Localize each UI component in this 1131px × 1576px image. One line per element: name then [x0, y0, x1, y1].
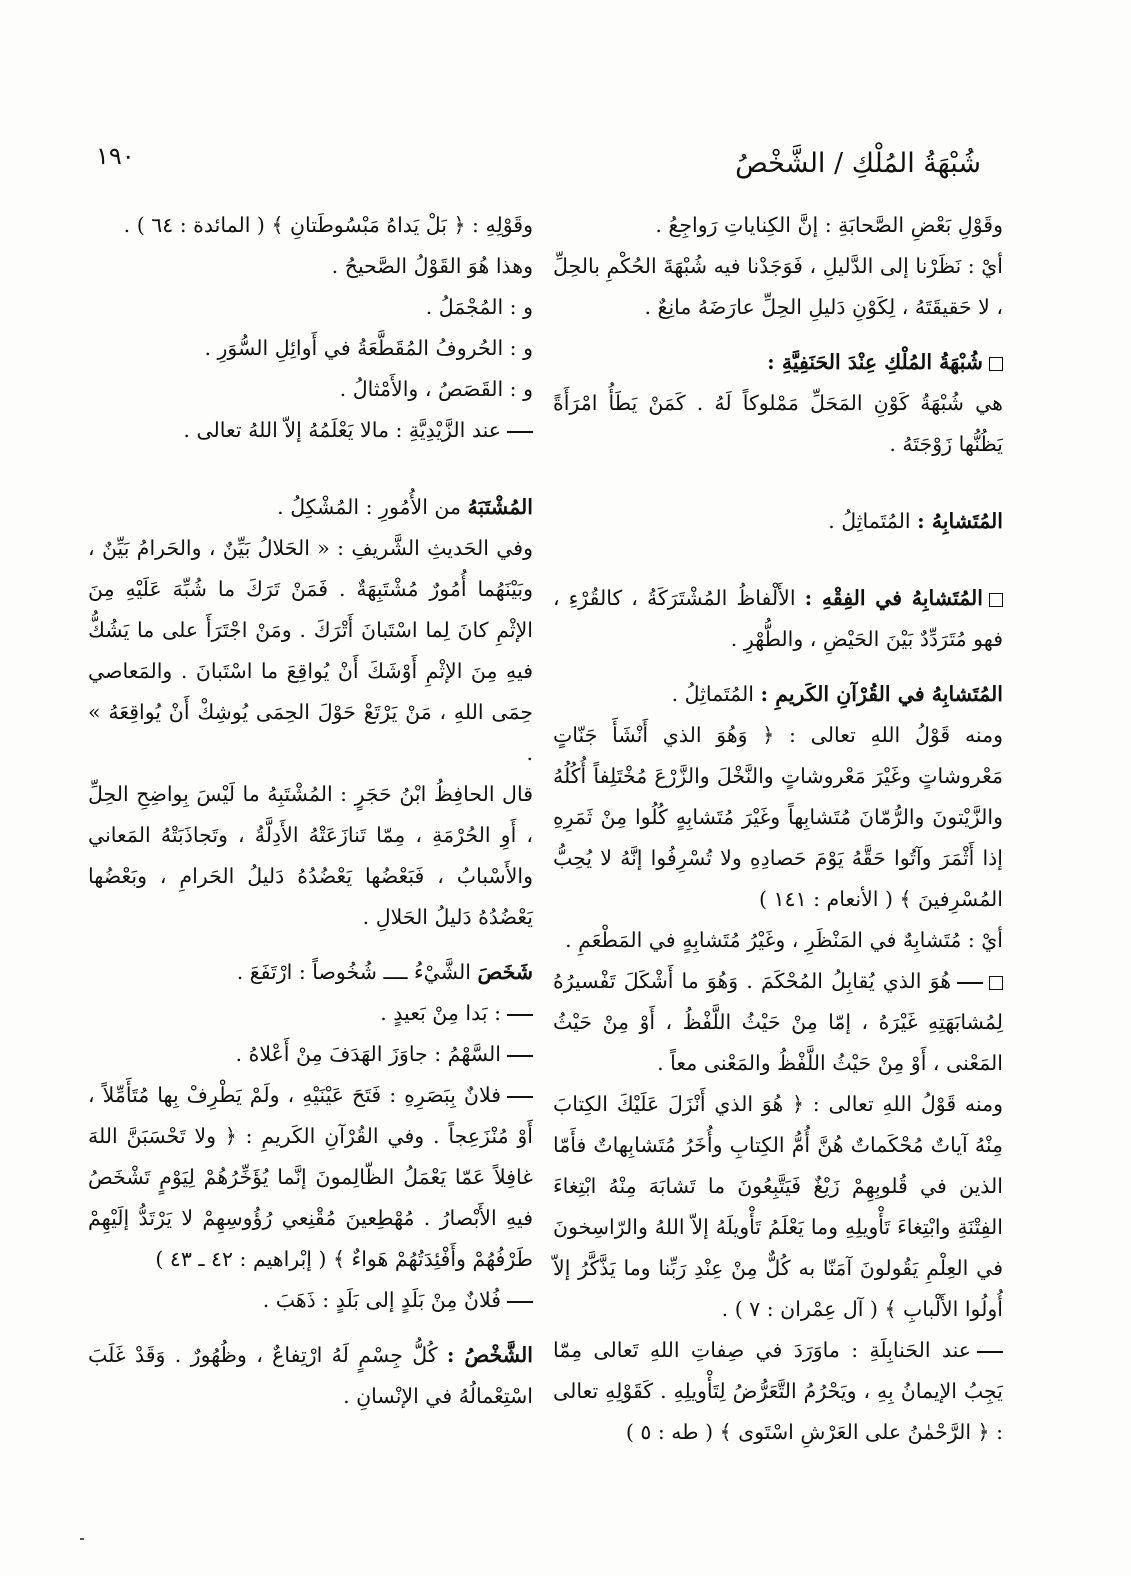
paragraph-text: عند الحَنابِلَةِ : ماوَرَدَ في صِفاتِ اللهِ تَعالى مِمّا يَجِبُ الإيمانُ بِهِ ، ويَحْرُمُ التَّعَرُّضُ لِتَأْويلِهِ . كَقَوْلِهِ تعالى : ﴿ الرَّحْمٰنُ على العَرْشِ اسْتَوى ﴾ ( طه : ٥ ) — [553, 1338, 1003, 1444]
paragraph: وقَوْلِهِ : ﴿ بَلْ يَداهُ مَبْسُوطَتانِ ﴾ ( المائدة : ٦٤ ) . — [123, 213, 533, 237]
paragraph: وقَوْلِ بَعْضِ الصَّحابَةِ : إنَّ الكِناياتِ رَواجِعُ . — [655, 213, 1003, 237]
dash-marker-icon — [507, 431, 533, 433]
entry-text: المُتَماثِلُ . — [671, 682, 754, 706]
entry-text: كُلُّ جِسْمٍ لَهُ ارْتِفاعٌ ، وظُهُورٌ . وَقَدْ غَلَبَ اسْتِعْمالُهُ في الإنْسانِ . — [88, 1343, 533, 1408]
paragraph-text: السَّهْمُ : جاوَزَ الهَدَفَ مِنْ أَعْلاهُ . — [235, 1042, 501, 1066]
box-marker-icon — [989, 357, 1003, 371]
entry — [553, 674, 1003, 715]
entry-text: المُتَماثِلُ . — [828, 509, 911, 533]
paragraph: وفي الحَديثِ الشَّريفِ : « الحَلالُ بَيِّنٌ ، والحَرامُ بَيِّنٌ ، وبَيْنَهُما أُمُورٌ مُشْتَبِهَةٌ . فَمَنْ تَرَكَ ما شُبِّهَ عَلَيْهِ مِنَ الإثْمِ كانَ لِما اسْتَبانَ أَتْرَكَ . ومَنْ اجْتَرَأَ على ما يَشُكُّ فيهِ مِنَ الإثْمِ أَوْشَكَ أَنْ يُواقِعَ ما اسْتَبانَ . والمَعاصي حِمَى اللهِ ، مَنْ يَرْتَعْ حَوْلَ الحِمَى يُوشِكْ أَنْ يُواقِعَهُ » . — [88, 536, 533, 765]
dash-marker-icon — [507, 1014, 533, 1016]
running-header-title: شُبْهَةُ المُلْكِ / الشَّخْصُ — [735, 148, 981, 179]
paragraph: و : الحُروفُ المُقَطَّعَةُ في أَوائِلِ السُّوَرِ . — [204, 336, 533, 360]
entry-text: الأَلْفاظُ المُشْتَرَكَةُ ، كالقُرْءِ ، فهو مُتَرَدِّدٌ بَيْنَ الحَيْضِ ، والطُّهْرِ . — [553, 586, 1003, 651]
paragraph-text: : بَدا مِنْ بَعيدٍ . — [380, 1001, 501, 1025]
paragraph: أيْ : مُتَشابِهٌ في المَنْظَرِ ، وغَيْرُ مُتَشابِهٍ في المَطْعَمِ . — [565, 928, 1003, 952]
paragraph — [553, 961, 1003, 1084]
heading-text: شُبْهَةُ المُلْكِ عِنْدَ الحَنَفِيَّةِ : — [767, 350, 983, 374]
paragraph: ومنه قَوْلُ اللهِ تعالى : ﴿ هُوَ الذي أَنْزَلَ عَلَيْكَ الكِتابَ مِنْهُ آياتٌ مُحْكَماتٌ هُنَّ أُمُّ الكِتابِ وأُخَرُ مُتَشابِهاتٌ فأَمّا الذين في قُلوبِهِمْ زَيْغٌ فَيَتَّبِعُونَ ما تَشابَهَ مِنْهُ ابْتِغاءَ الفِتْنَةِ وابْتِغاءَ تَأْويلِهِ وما يَعْلَمُ تَأْويلَهُ إلاّ اللهُ والرّاسِخونَ في العِلْمِ يَقُولونَ آمَنّا به كُلٌّ مِنْ عِنْدِ رَبِّنا وما يَذَّكَّرُ إلاّ أُولُوا الأَلْبابِ ﴾ ( آل عِمْران : ٧ ) . — [553, 1092, 1003, 1321]
entry-headword: المُتَشابِهُ في الفِقْهِ : — [804, 586, 983, 610]
entry-headword: شَخَصَ — [477, 960, 533, 984]
paragraph-text: فلانٌ بِبَصَرِهِ : فَتَحَ عَيْنَيْهِ ، ولَمْ يَطْرِفْ بِها مُتَأَمِّلاً ، أَوْ مُنْزَعِجاً . وفي القُرْآنِ الكَريمِ : ﴿ ولا تَحْسَبَنَّ اللهَ غافِلاً عَمّا يَعْمَلُ الظّالِمونَ إنَّما يُؤَخِّرُهُمْ لِيَوْمٍ تَشْخَصُ فيهِ الأَبْصارُ . مُهْطِعينَ مُقْنِعي رُؤُوسِهِمْ لا يَرْتَدُّ إلَيْهِمْ طَرْفُهُمْ وأَفْئِدَتُهُمْ هَواءٌ ﴾ ( إبْراهيم : ٤٢ ـ ٤٣ ) — [88, 1083, 533, 1271]
paragraph-text: عند الزَّيْدِيَّةِ : مالا يَعْلَمُهُ إلاّ اللهُ تعالى . — [183, 418, 501, 442]
right-column — [553, 205, 1003, 1453]
left-column — [88, 205, 533, 1417]
paragraph: أيْ : نَظَرْنا إلى الدَّليلِ ، فَوَجَدْنا فيه شُبْهَةَ الحُكْمِ بالحِلِّ ، لا حَقيقَتَهُ ، لِكَوْنِ دَليلِ الحِلِّ عارَضَهُ مانِعٌ . — [553, 254, 1003, 319]
box-marker-icon — [989, 976, 1003, 990]
section-heading — [553, 342, 1003, 383]
entry-headword: الشَّخْصُ : — [446, 1343, 533, 1367]
entry — [88, 1335, 533, 1417]
dash-marker-icon — [507, 1096, 533, 1098]
paragraph — [88, 410, 533, 451]
entry — [553, 501, 1003, 542]
paragraph-text: فُلانٌ مِنْ بَلَدٍ إلى بَلَدٍ : ذَهَبَ . — [262, 1288, 501, 1312]
paragraph: وهذا هُوَ القَوْلُ الصَّحيحُ . — [331, 254, 533, 278]
entry-text: من الأُمُورِ : المُشْكِلُ . — [277, 495, 462, 519]
scan-speck — [80, 1538, 84, 1540]
paragraph: ومنه قَوْلُ اللهِ تعالى : ﴿ وَهُوَ الذي أَنْشَأَ جَنّاتٍ مَعْروشاتٍ وغَيْرَ مَعْروشاتٍ والنَّخْلَ والزَّرْعَ مُخْتَلِفاً أُكُلُهُ والزَّيْتونَ والرُّمّانَ مُتَشابِهاً وغَيْرَ مُتَشابِهٍ كُلُوا مِنْ ثَمَرِهِ إذا أَثْمَرَ وآتُوا حَقَّهُ يَوْمَ حَصادِهِ ولا تُسْرِفُوا إنَّهُ لا يُحِبُّ المُسْرِفينَ ﴾ ( الأنعام : ١٤١ ) — [553, 723, 1003, 911]
box-marker-icon — [989, 593, 1003, 607]
paragraph — [553, 1330, 1003, 1453]
entry-headword: المُتَشابِهُ في القُرْآنِ الكَريمِ : — [760, 682, 1003, 706]
entry-text: الشَّيْءُ ــــ شُخُوصاً : ارْتَفَعَ . — [236, 960, 471, 984]
dash-marker-icon — [957, 982, 983, 984]
paragraph: هي شُبْهَةُ كَوْنِ المَحَلِّ مَمْلوكاً لَهُ . كَمَنْ يَطَأُ امْرَأَةً يَظُنُّها زَوْجَتَهُ . — [553, 391, 1003, 456]
paragraph-text: هُوَ الذي يُقابِلُ المُحْكَمَ . وَهُوَ ما أَشْكَلَ تَفْسيرُهُ لِمُشابَهَتِهِ غَيْرَهُ ، إمّا مِنْ حَيْثُ اللَّفْظُ ، أَوْ مِنْ حَيْثُ المَعْنى ، أَوْ مِنْ حَيْثُ اللَّفْظُ والمَعْنى معاً . — [553, 969, 1003, 1075]
paragraph: و : القَصَصُ ، والأَمْثالُ . — [339, 377, 533, 401]
paragraph — [88, 1075, 533, 1280]
dash-marker-icon — [507, 1055, 533, 1057]
paragraph — [88, 1280, 533, 1321]
dash-marker-icon — [507, 1301, 533, 1303]
dash-marker-icon — [977, 1351, 1003, 1353]
paragraph — [88, 993, 533, 1034]
entry-headword: المُتَشابِهُ : — [917, 509, 1003, 533]
entry — [88, 952, 533, 993]
entry — [553, 578, 1003, 660]
entry — [88, 487, 533, 528]
entry-headword: المُشْتَبَهُ — [467, 495, 533, 519]
paragraph: قال الحافِظُ ابْنُ حَجَرٍ : المُشْتَبِهُ ما لَيْسَ بِواضِحِ الحِلِّ ، أَوِ الحُرْمَةِ ، مِمّا تَنازَعَتْهُ الأَدِلَّةُ ، وتَجاذَبَتْهُ المَعاني والأَسْبابُ ، فَبَعْضُها يَعْضُدُهُ دَليلُ الحَرامِ ، وبَعْضُها يَعْضُدُهُ دَليلُ الحَلالِ . — [88, 782, 533, 929]
paragraph — [88, 1034, 533, 1075]
paragraph: و : المُجْمَلُ . — [425, 295, 533, 319]
page-number: ١٩٠ — [96, 142, 135, 170]
